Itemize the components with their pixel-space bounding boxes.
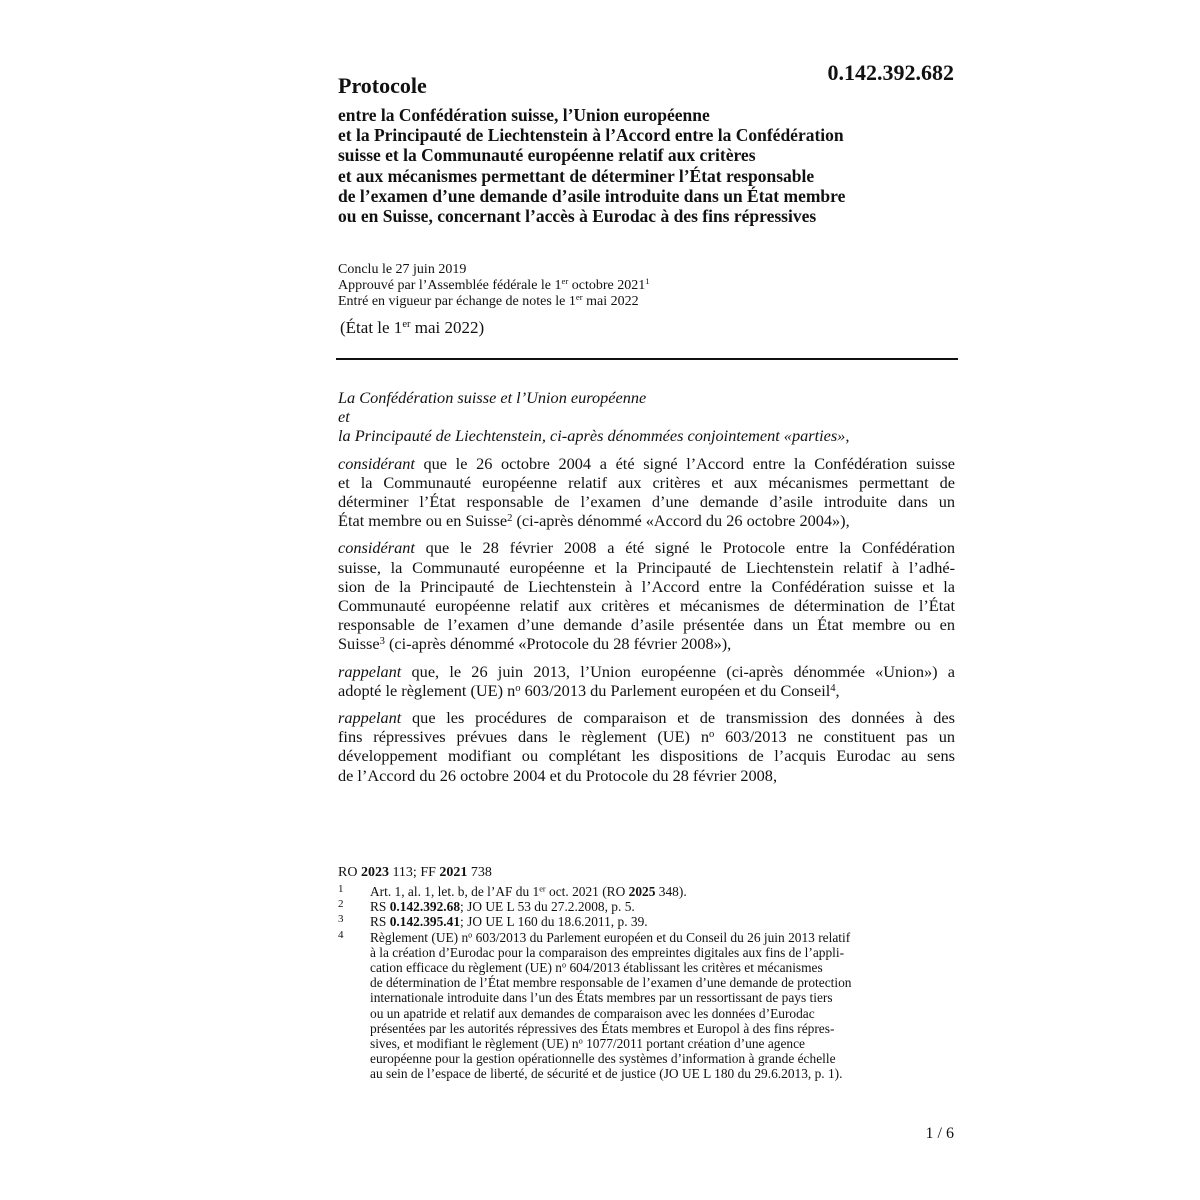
footnote-text: 603/2013 du Parlement européen et du Conseil du 26 juin 2013 relatif xyxy=(472,929,851,945)
subtitle-line: entre la Confédération suisse, l’Union européenne xyxy=(338,105,710,125)
recital-text: que le 26 octobre 2004 a été signé l’Accord entre la Confédération suisse xyxy=(414,453,955,473)
footnote-number: 2 xyxy=(338,898,344,911)
document-subtitle xyxy=(338,105,958,226)
footnote-text: à la création d’Eurodac pour la comparaison des empreintes digitales aux fins de l’appli- xyxy=(370,944,845,960)
state-text: (État le 1 xyxy=(340,318,403,337)
recital-text: (ci-après dénommé «Protocole du 28 février 2008»), xyxy=(384,634,732,654)
footnote-4 xyxy=(338,930,958,1082)
numero-sup: o xyxy=(468,930,473,940)
footnote-text: au sein de l’espace de liberté, de sécurité et de justice (JO UE L 180 du 29.6.2013, p. 1). xyxy=(370,1066,843,1082)
footnote-number: 3 xyxy=(338,913,344,926)
numero-sup: o xyxy=(708,729,715,741)
ordinal-sup: er xyxy=(402,319,411,331)
recital-text: fins répressives prévues dans le règlement (UE) n xyxy=(338,727,709,747)
ro-text: 113; FF xyxy=(388,865,440,880)
recital-1 xyxy=(338,454,955,531)
recital-lead: rappelant xyxy=(338,661,402,681)
footnote-text: ; JO UE L 160 du 18.6.2011, p. 39. xyxy=(460,914,648,930)
recital-lead: considérant xyxy=(338,453,415,473)
approved-text: Approuvé par l’Assemblée fédérale le 1 xyxy=(338,278,562,293)
recital-text: 603/2013 du Parlement européen et du Conseil xyxy=(520,680,831,700)
footnote-2 xyxy=(338,899,958,914)
recital-lead: considérant xyxy=(338,538,415,558)
recital-2 xyxy=(338,538,955,653)
numero-sup: o xyxy=(578,1036,583,1046)
page-title: Protocole xyxy=(338,73,427,98)
recital-text: que les procédures de comparaison et de transmission des données à des xyxy=(401,708,955,728)
recital-text: responsable de l’examen d’une demande d’asile présentée dans un État membre ou en xyxy=(338,615,955,635)
recital-lead: rappelant xyxy=(338,708,402,728)
state-text-end: mai 2022) xyxy=(410,318,485,337)
sr-link[interactable]: 0.142.392.68 xyxy=(389,899,461,915)
recital-text: suisse, la Communauté européenne et la Principauté de Liechtenstein relatif à l’adhé- xyxy=(338,557,955,577)
entry-text: Entré en vigueur par échange de notes le 1 xyxy=(338,294,576,309)
page-number: 1 / 6 xyxy=(925,1125,954,1142)
footnote-text: présentées par les autorités répressives des États membres et Europol à des fins répres- xyxy=(370,1020,835,1036)
recital-text: État membre ou en Suisse xyxy=(338,511,508,531)
footnote-ref-1[interactable]: 1 xyxy=(645,276,650,287)
footnote-ref-3[interactable]: 3 xyxy=(379,636,385,648)
recital-text: développement modifiant ou complétant les dispositions de l’acquis Eurodac au sens xyxy=(338,746,955,766)
concluded-date: Conclu le 27 juin 2019 xyxy=(338,262,467,277)
recital-4 xyxy=(338,708,955,785)
footnote-text: 1077/2011 portant création d’une agence xyxy=(582,1036,805,1052)
recital-text: et la Communauté européenne relatif aux critères et aux mécanismes permettant de xyxy=(338,472,955,492)
subtitle-line: ou en Suisse, concernant l’accès à Eurodac à des fins répressives xyxy=(338,206,817,227)
ro-text: 738 xyxy=(467,865,492,880)
footnote-text: Règlement (UE) n xyxy=(370,929,469,945)
ordinal-sup: er xyxy=(539,884,546,894)
numero-sup: o xyxy=(515,683,521,695)
approved-text-end: octobre 2021 xyxy=(568,278,646,293)
recital-text: 603/2013 ne constituent pas un xyxy=(714,727,955,747)
recital-text: , xyxy=(835,680,840,700)
footnote-text: internationale introduite dans l’un des États membres par un ressortissant de pays tiers xyxy=(370,990,833,1006)
ro-text: RO xyxy=(338,865,361,880)
recital-text: de l’Accord du 26 octobre 2004 et du Protocole du 28 février 2008, xyxy=(338,765,778,785)
recital-text: Communauté européenne relatif aux critères et mécanismes de détermination de l’État xyxy=(338,596,955,616)
footnotes xyxy=(338,884,958,1082)
recital-text: que le 28 février 2008 a été signé le Protocole entre la Confédération xyxy=(414,538,955,558)
header-divider xyxy=(336,358,958,360)
footnote-text: sives, et modifiant le règlement (UE) n xyxy=(370,1036,579,1052)
footnote-1 xyxy=(338,884,958,899)
footnote-text: cation efficace du règlement (UE) n xyxy=(370,960,562,976)
recital-text: que, le 26 juin 2013, l’Union européenne (ci-après dénommée «Union») a xyxy=(401,661,955,681)
footnote-ref-2[interactable]: 2 xyxy=(507,513,513,525)
recital-text: déterminer l’État responsable de l’examen d’une demande d’asile introduite dans un xyxy=(338,492,955,512)
footnote-number: 1 xyxy=(338,883,344,895)
recital-text: sion de la Principauté de Liechtenstein à l’Accord entre la Confédération suisse et la xyxy=(338,576,955,596)
official-collection-reference xyxy=(338,865,492,881)
intro-line: La Confédération suisse et l’Union européenne xyxy=(338,388,647,407)
footnote-text: RS xyxy=(370,914,390,930)
subtitle-line: suisse et la Communauté européenne relatif aux critères xyxy=(338,145,756,166)
footnote-number: 4 xyxy=(338,928,344,941)
ordinal-sup: er xyxy=(561,276,569,287)
footnote-text: Art. 1, al. 1, let. b, de l’AF du 1 xyxy=(370,884,540,899)
footnote-text: RS xyxy=(370,899,390,915)
numero-sup: o xyxy=(561,960,567,970)
adoption-dates xyxy=(338,262,650,310)
footnote-text: ; JO UE L 53 du 27.2.2008, p. 5. xyxy=(460,899,635,915)
intro-line: et xyxy=(338,407,350,427)
footnote-text: 604/2013 établissant les critères et mécanismes xyxy=(566,960,823,976)
recital-text: adopté le règlement (UE) n xyxy=(338,680,516,700)
ordinal-sup: er xyxy=(575,292,583,303)
recital-text: (ci-après dénommé «Accord du 26 octobre 2004»), xyxy=(512,511,850,531)
subtitle-line: et la Principauté de Liechtenstein à l’Accord entre la Confédération xyxy=(338,125,844,146)
ro-year: 2023 xyxy=(360,865,389,880)
recital-text: Suisse xyxy=(338,634,380,654)
sr-link[interactable]: 0.142.395.41 xyxy=(389,914,461,930)
state-as-of xyxy=(340,318,484,338)
preamble xyxy=(338,388,955,785)
subtitle-line: et aux mécanismes permettant de déterminer l’État responsable xyxy=(338,165,815,186)
recital-3 xyxy=(338,662,955,700)
footnote-text: 348). xyxy=(655,884,687,899)
entry-text-end: mai 2022 xyxy=(582,294,639,309)
footnote-text: européenne pour la gestion opérationnelle des systèmes d’information à grande échelle xyxy=(370,1051,836,1067)
footnote-text: oct. 2021 (RO xyxy=(545,884,629,899)
footnote-bold: 2025 xyxy=(628,884,656,899)
footnote-text: de détermination de l’État membre responsable de l’examen d’une demande de protection xyxy=(370,975,852,991)
sr-number: 0.142.392.682 xyxy=(827,60,954,85)
subtitle-line: de l’examen d’une demande d’asile introduite dans un État membre xyxy=(338,185,846,206)
footnote-text: ou un apatride et relatif aux demandes de comparaison avec les données d’Eurodac xyxy=(370,1005,815,1021)
preamble-intro xyxy=(338,388,955,446)
intro-line: la Principauté de Liechtenstein, ci-après dénommées conjointement «parties», xyxy=(338,426,850,446)
approved-date xyxy=(338,278,650,294)
entry-into-force-date xyxy=(338,294,650,310)
footnote-ref-4[interactable]: 4 xyxy=(830,683,836,695)
ff-year: 2021 xyxy=(439,865,468,880)
footnote-3 xyxy=(338,914,958,929)
